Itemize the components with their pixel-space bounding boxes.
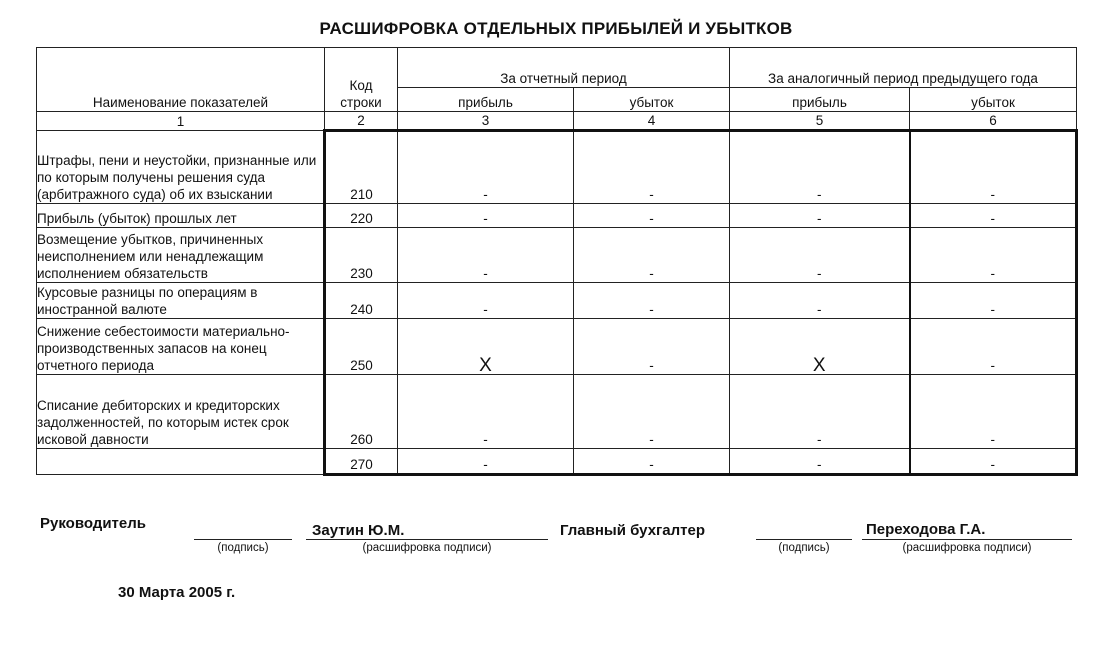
cell-profit-previous: X bbox=[730, 319, 910, 375]
row-code: 210 bbox=[325, 131, 398, 204]
cell-profit-current: - bbox=[398, 449, 574, 475]
cell-profit-previous: - bbox=[730, 449, 910, 475]
cell-loss-current: - bbox=[574, 228, 730, 283]
cell-loss-previous: - bbox=[910, 204, 1077, 228]
accountant-label: Главный бухгалтер bbox=[560, 522, 706, 539]
col-number: 1 bbox=[37, 112, 325, 131]
col-number: 5 bbox=[730, 112, 910, 131]
header-loss-current: убыток bbox=[574, 88, 730, 112]
accountant-decode-line bbox=[862, 539, 1072, 540]
cell-profit-previous: - bbox=[730, 283, 910, 319]
col-number: 3 bbox=[398, 112, 574, 131]
head-label: Руководитель bbox=[40, 515, 146, 532]
cell-loss-current: - bbox=[574, 204, 730, 228]
table-row bbox=[37, 319, 1077, 375]
cell-profit-current: - bbox=[398, 228, 574, 283]
row-code: 250 bbox=[325, 319, 398, 375]
head-sign-line bbox=[194, 539, 292, 540]
head-sign-caption: (подпись) bbox=[217, 542, 269, 554]
header-period-current: За отчетный период bbox=[398, 48, 730, 88]
header-name: Наименование показателей bbox=[37, 48, 325, 112]
cell-profit-current: X bbox=[398, 319, 574, 375]
accountant-decode-caption: (расшифровка подписи) bbox=[902, 542, 1032, 554]
cell-profit-current: - bbox=[398, 283, 574, 319]
col-number: 4 bbox=[574, 112, 730, 131]
col-number: 2 bbox=[325, 112, 398, 131]
table-row bbox=[37, 449, 1077, 475]
row-name: Возмещение убытков, причиненных неисполнением или ненадлежащим исполнением обязательств bbox=[37, 228, 325, 283]
cell-loss-current: - bbox=[574, 283, 730, 319]
head-decode-caption: (расшифровка подписи) bbox=[362, 542, 492, 554]
table-row bbox=[37, 131, 1077, 204]
header-period-previous: За аналогичный период предыдущего года bbox=[730, 48, 1077, 88]
cell-profit-previous: - bbox=[730, 228, 910, 283]
cell-loss-previous: - bbox=[910, 449, 1077, 475]
row-code: 270 bbox=[325, 449, 398, 475]
accountant-sign-caption: (подпись) bbox=[778, 542, 830, 554]
header-code: Код строки bbox=[325, 48, 398, 112]
cell-loss-previous: - bbox=[910, 283, 1077, 319]
cell-loss-previous: - bbox=[910, 131, 1077, 204]
cell-loss-current: - bbox=[574, 449, 730, 475]
row-code: 220 bbox=[325, 204, 398, 228]
header-loss-previous: убыток bbox=[910, 88, 1077, 112]
report-table bbox=[36, 47, 1078, 476]
row-code: 240 bbox=[325, 283, 398, 319]
report-date: 30 Марта 2005 г. bbox=[118, 584, 236, 601]
cell-profit-previous: - bbox=[730, 375, 910, 449]
row-name: Списание дебиторских и кредиторских задолженностей, по которым истек срок исковой давности bbox=[37, 375, 325, 449]
row-name: Штрафы, пени и неустойки, признанные или по которым получены решения суда (арбитражного суда) об их взыскании bbox=[37, 131, 325, 204]
cell-loss-previous: - bbox=[910, 319, 1077, 375]
header-profit-current: прибыль bbox=[398, 88, 574, 112]
table-row bbox=[37, 375, 1077, 449]
cell-loss-current: - bbox=[574, 319, 730, 375]
accountant-sign-line bbox=[756, 539, 852, 540]
cell-profit-previous: - bbox=[730, 204, 910, 228]
cell-loss-previous: - bbox=[910, 375, 1077, 449]
accountant-name: Переходова Г.А. bbox=[866, 521, 986, 538]
cell-profit-current: - bbox=[398, 204, 574, 228]
table-row bbox=[37, 228, 1077, 283]
row-code: 260 bbox=[325, 375, 398, 449]
table-row bbox=[37, 204, 1077, 228]
cell-profit-current: - bbox=[398, 131, 574, 204]
table-row bbox=[37, 283, 1077, 319]
header-profit-previous: прибыль bbox=[730, 88, 910, 112]
row-name: Прибыль (убыток) прошлых лет bbox=[37, 204, 325, 228]
head-name: Заутин Ю.М. bbox=[312, 522, 405, 539]
col-number: 6 bbox=[910, 112, 1077, 131]
cell-profit-previous: - bbox=[730, 131, 910, 204]
row-code: 230 bbox=[325, 228, 398, 283]
row-name: Снижение себестоимости материально-производственных запасов на конец отчетного периода bbox=[37, 319, 325, 375]
cell-loss-current: - bbox=[574, 131, 730, 204]
head-decode-line bbox=[306, 539, 548, 540]
cell-profit-current: - bbox=[398, 375, 574, 449]
row-name bbox=[37, 449, 325, 475]
row-name: Курсовые разницы по операциям в иностранной валюте bbox=[37, 283, 325, 319]
page-title: РАСШИФРОВКА ОТДЕЛЬНЫХ ПРИБЫЛЕЙ И УБЫТКОВ bbox=[319, 19, 793, 38]
cell-loss-previous: - bbox=[910, 228, 1077, 283]
cell-loss-current: - bbox=[574, 375, 730, 449]
